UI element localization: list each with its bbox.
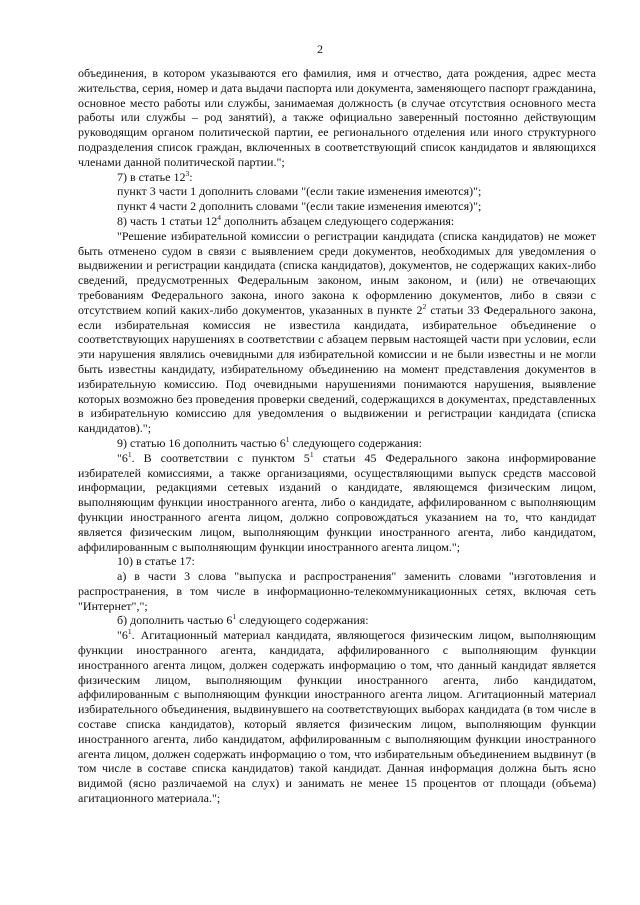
item-9	[78, 436, 596, 451]
paragraph-registration-decision	[78, 229, 596, 436]
informing-voters-text-2: . В соответствии с пунктом 5	[131, 450, 310, 465]
item-10-b	[78, 613, 596, 628]
registration-decision-tail: статьи 33 Федерального закона, если избирательная комиссия не известила кандидата, избирательное объединение о соответствующих нарушениях в соответствии с абзацем первым настоящей части при условии, если эти нарушения являлись очевидными для избирательной комиссии и не были известны и не могли быть известны кандидату, избирательному объединению на момент представления документов в избирательную комиссию. Под очевидными нарушениями понимаются нарушения, выявление которых возможно без проведения проверки сведений, содержащихся в документах, представленных в избирательную комиссию для уведомления о выдвижении и регистрации кандидата (списка кандидатов).";	[78, 302, 596, 436]
registration-decision-text: "Решение избирательной комиссии о регистрации кандидата (списка кандидатов) не может быть отменено судом в связи с выявлением среди документов, необходимых для уведомления о выдвижении и регистрации кандидата (списка кандидатов), документов, не содержащих каких-либо сведений, предусмотренных Федеральным законом, иным законом, и (или) не отвечающих требованиям Федерального закона, иного закона к оформлению документов, либо в связи с отсутствием копий каких-либо документов, указанных в пункте 2	[78, 228, 596, 317]
item-10: 10) в статье 17:	[117, 554, 195, 569]
informing-voters-text-3: статьи 45 Федерального закона информирование избирателей комиссиями, а также организациями, осуществляющими выпуск средств массовой информации, редакциями сетевых изданий о кандидате, являющемся физическим лицом, выполняющим функции иностранного агента, либо о кандидате, аффилированном с выполняющим функции иностранного агента лицом, должно сопровождаться указанием на то, что кандидат является физическим лицом, выполняющим функции иностранного агента, либо кандидатом, аффилированным с выполняющим функции иностранного агента лицом.";	[78, 450, 596, 554]
paragraph-party-list: объединения, в котором указываются его фамилия, имя и отчество, дата рождения, адрес места жительства, серия, номер и дата выдачи паспорта или документа, заменяющего паспорт гражданина, основное место работы или службы, занимаемая должность (в случае отсутствия основного места работы или службы – род занятий), а также официально заверенный постоянно действующим руководящим органом политической партии, ее регионального отделения или иного структурного подразделения список граждан, включенных в соответствующий список кандидатов и являющихся членами данной политической партии.";	[78, 66, 596, 169]
item-10-b-tail: следующего содержания:	[236, 613, 369, 628]
registration-decision-sup: 2	[422, 301, 427, 311]
item-10-a: а) в части 3 слова "выпуска и распространения" заменить словами "изготовления и распространения, в том числе в информационно-телекоммуникационных сетях, включая сеть "Интернет",";	[78, 569, 596, 613]
informing-voters-text-1: "6	[117, 450, 128, 465]
campaign-material-sup: 1	[127, 627, 132, 637]
item-7-sup: 3	[185, 168, 190, 178]
item-9-tail: следующего содержания:	[289, 435, 422, 450]
campaign-material-text-2: . Агитационный материал кандидата, являющегося физическим лицом, выполняющим функции иностранного агента, кандидата, аффилированного с выполняющим функции иностранного агента лицом, должен содержать информацию о том, что данный кандидат является физическим лицом, выполняющим функции иностранного агента, либо кандидатом, аффилированным с выполняющим функции иностранного агента лицом. Агитационный материал избирательного объединения, выдвинувшего на соответствующих выборах кандидата (в том числе в составе списка кандидатов), который является физическим лицом, выполняющим функции иностранного агента, либо кандидатом, аффилированным с выполняющим функции иностранного агента лицом, должен содержать информацию о том, что избирательным объединением выдвинут (в том числе в составе списка кандидатов) такой кандидат. Данная информация должна быть ясно видимой (ясно различаемой на слух) и занимать не менее 15 процентов от площади (объема) агитационного материала.";	[78, 628, 596, 806]
item-9-sup: 1	[285, 434, 290, 444]
document-body	[78, 66, 596, 806]
item-7-tail: :	[189, 169, 193, 184]
informing-voters-sup-1: 1	[127, 449, 132, 459]
item-8-text: 8) часть 1 статьи 12	[117, 213, 218, 228]
page-number: 2	[317, 42, 323, 56]
item-8	[78, 214, 596, 229]
item-7	[78, 170, 596, 185]
item-8-tail: дополнить абзацем следующего содержания:	[221, 213, 455, 228]
paragraph-campaign-material	[78, 628, 596, 806]
item-8-sup: 4	[217, 212, 222, 222]
item-7-text: 7) в статье 12	[117, 169, 186, 184]
item-7-point-3: пункт 3 части 1 дополнить словами "(если такие изменения имеются)";	[117, 184, 482, 199]
item-10-b-text: б) дополнить частью 6	[117, 613, 233, 628]
paragraph-informing-voters	[78, 451, 596, 555]
informing-voters-sup-2: 1	[309, 449, 314, 459]
item-10-b-sup: 1	[232, 612, 237, 622]
item-7-point-4: пункт 4 части 2 дополнить словами "(если такие изменения имеются)";	[117, 199, 482, 214]
campaign-material-text-1: "6	[117, 628, 128, 643]
item-9-text: 9) статью 16 дополнить частью 6	[117, 435, 286, 450]
